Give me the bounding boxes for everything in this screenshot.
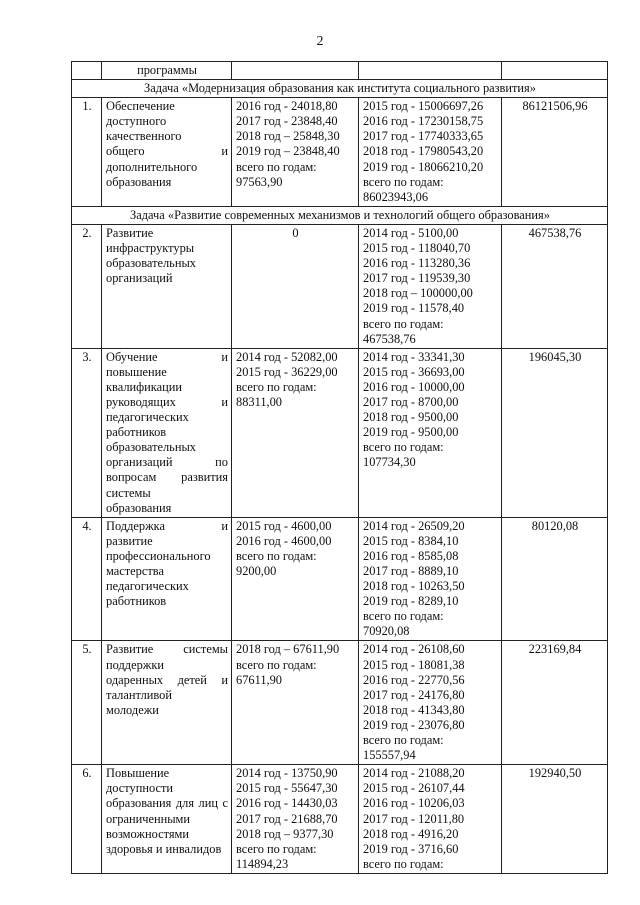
funding-cell-a xyxy=(232,517,359,641)
row-total: 223169,84 xyxy=(502,641,608,765)
activity-name-line: повышение xyxy=(106,364,167,379)
funding-line: 467538,76 xyxy=(363,331,416,346)
activity-name-line: качественного xyxy=(106,129,182,144)
activity-name xyxy=(102,517,232,641)
table-row xyxy=(72,348,608,517)
activity-name-line: развитие xyxy=(106,533,153,548)
funding-line: 2016 год - 10000,00 xyxy=(363,379,465,394)
activity-name-line: Повышение xyxy=(106,766,170,781)
activity-name-line: Развитие системы xyxy=(106,642,228,657)
row-number: 2. xyxy=(72,224,102,348)
funding-line: 2014 год - 13750,90 xyxy=(236,766,338,781)
activity-name-line: педагогических xyxy=(106,410,189,425)
activity-name-line: образования xyxy=(106,500,172,515)
funding-line: 88311,00 xyxy=(236,394,283,409)
row-number: 4. xyxy=(72,517,102,641)
funding-line: всего по годам: xyxy=(363,609,444,624)
funding-line: 2015 год - 8384,10 xyxy=(363,533,459,548)
funding-line: 2019 год - 11578,40 xyxy=(363,301,465,316)
funding-line: 2017 год - 8889,10 xyxy=(363,564,459,578)
row-number: 1. xyxy=(72,98,102,207)
activity-name-line: здоровья и инвалидов xyxy=(106,841,222,856)
funding-line: 2018 год – 67611,90 xyxy=(236,642,340,657)
funding-line: 2018 год – 100000,00 xyxy=(363,286,473,301)
funding-line: 2014 год - 21088,20 xyxy=(363,766,465,781)
funding-line: 97563,90 xyxy=(236,174,283,189)
table-row xyxy=(72,224,608,348)
funding-line: 70920,08 xyxy=(363,624,410,639)
task-row xyxy=(72,80,608,98)
funding-line: 2016 год - 24018,80 xyxy=(236,99,338,114)
funding-line: 2017 год - 21688,70 xyxy=(236,811,338,826)
row-number: 5. xyxy=(72,641,102,765)
activity-name-line: системы xyxy=(106,485,151,500)
funding-line: 2016 год - 10206,03 xyxy=(363,796,465,811)
funding-line: 2015 год - 118040,70 xyxy=(363,241,471,256)
activity-name-line: педагогических xyxy=(106,579,189,594)
funding-line: 2014 год - 26108,60 xyxy=(363,642,465,657)
funding-line: 2015 год - 4600,00 xyxy=(236,518,332,533)
funding-cell-a xyxy=(232,641,359,765)
row-total: 86121506,96 xyxy=(502,98,608,207)
funding-line: 2015 год - 55647,30 xyxy=(236,781,338,796)
activity-name-line: профессионального xyxy=(106,548,211,563)
funding-line: 114894,23 xyxy=(236,856,289,871)
funding-line: всего по годам: xyxy=(236,548,317,563)
task-title: Задача «Развитие современных механизмов и технологий общего образования» xyxy=(72,206,608,224)
funding-cell-b xyxy=(359,224,502,348)
funding-cell-b xyxy=(359,641,502,765)
activity-name-line: работников xyxy=(106,425,167,440)
funding-line: 2018 год - 4916,20 xyxy=(363,826,459,841)
funding-line: 155557,94 xyxy=(363,748,416,763)
table-row xyxy=(72,765,608,874)
activity-name xyxy=(102,641,232,765)
funding-line: 2019 год – 23848,40 xyxy=(236,144,340,159)
funding-line: 2015 год - 36693,00 xyxy=(363,364,465,379)
funding-cell-a xyxy=(232,224,359,348)
row-number: 3. xyxy=(72,348,102,517)
funding-line: 2019 год - 18066210,20 xyxy=(363,159,484,174)
funding-line: 86023943,06 xyxy=(363,189,429,204)
funding-cell-a xyxy=(232,348,359,517)
funding-line: 67611,90 xyxy=(236,672,283,687)
activity-name-line: работников xyxy=(106,594,167,609)
activity-name-line: инфраструктуры xyxy=(106,241,195,256)
funding-line: 2017 год - 8700,00 xyxy=(363,394,459,409)
row-total: 467538,76 xyxy=(502,224,608,348)
activity-name xyxy=(102,348,232,517)
activity-name-line: руководящих и xyxy=(106,394,228,409)
activity-name-line: образования для лиц с xyxy=(106,796,228,811)
row-total: 192940,50 xyxy=(502,765,608,874)
activity-name-line: ограниченными xyxy=(106,811,191,826)
funding-line: 2016 год - 14430,03 xyxy=(236,796,338,811)
activity-name-line: вопросам развития xyxy=(106,470,228,485)
funding-line: 2018 год – 9377,30 xyxy=(236,826,334,841)
funding-line: 2016 год - 113280,36 xyxy=(363,256,471,271)
funding-line: 2019 год - 9500,00 xyxy=(363,425,459,440)
activity-name-line: доступного xyxy=(106,114,167,129)
funding-line: 2015 год - 26107,44 xyxy=(363,781,465,796)
activity-name xyxy=(102,765,232,874)
funding-line: 2018 год – 25848,30 xyxy=(236,129,340,144)
funding-line: 107734,30 xyxy=(363,455,416,470)
funding-cell-b xyxy=(359,98,502,207)
task-title: Задача «Модернизация образования как института социального развития» xyxy=(72,80,608,98)
funding-cell-a xyxy=(232,98,359,207)
funding-line: 2016 год - 22770,56 xyxy=(363,672,465,687)
activity-name-line: образования xyxy=(106,174,172,189)
funding-line: 2015 год - 15006697,26 xyxy=(363,99,484,114)
row-total: 196045,30 xyxy=(502,348,608,517)
funding-line: всего по годам: xyxy=(236,841,317,856)
activity-name-line: Обеспечение xyxy=(106,99,175,114)
funding-line: 2019 год - 23076,80 xyxy=(363,717,465,732)
funding-line: 2018 год - 10263,50 xyxy=(363,579,465,594)
funding-cell-b xyxy=(359,517,502,641)
funding-line: 2015 год - 36229,00 xyxy=(236,364,338,379)
funding-line: 0 xyxy=(292,225,299,240)
table-row xyxy=(72,641,608,765)
table-header-row xyxy=(72,62,608,80)
funding-cell-b xyxy=(359,348,502,517)
funding-line: 2017 год - 119539,30 xyxy=(363,271,471,286)
page-number: 2 xyxy=(316,34,324,49)
funding-line: всего по годам: xyxy=(363,733,444,748)
funding-line: всего по годам: xyxy=(363,856,444,871)
activity-name-line: организаций по xyxy=(106,455,228,470)
funding-line: 2014 год - 26509,20 xyxy=(363,518,465,533)
activity-name-line: образовательных xyxy=(106,440,196,455)
funding-line: 2014 год - 5100,00 xyxy=(363,225,459,240)
activity-name-line: общего и xyxy=(106,144,228,159)
activity-name-line: мастерства xyxy=(106,564,164,578)
funding-line: 2018 год - 9500,00 xyxy=(363,410,459,425)
budget-table xyxy=(71,61,608,874)
funding-line: всего по годам: xyxy=(236,657,317,672)
activity-name-line: Обучение и xyxy=(106,349,228,364)
funding-line: 2014 год - 52082,00 xyxy=(236,349,338,364)
header-cell-name: программы xyxy=(102,62,232,80)
activity-name-line: одаренных детей и xyxy=(106,672,228,687)
funding-line: 2016 год - 17230158,75 xyxy=(363,114,484,129)
table-row xyxy=(72,98,608,207)
funding-line: 2014 год - 33341,30 xyxy=(363,349,465,364)
activity-name xyxy=(102,98,232,207)
activity-name-line: образовательных xyxy=(106,256,196,271)
row-total: 80120,08 xyxy=(502,517,608,641)
funding-line: 2017 год - 17740333,65 xyxy=(363,129,484,144)
activity-name-line: возможностями xyxy=(106,826,190,841)
funding-line: всего по годам: xyxy=(363,440,444,455)
task-row xyxy=(72,206,608,224)
activity-name-line: талантливой xyxy=(106,687,173,702)
funding-line: всего по годам: xyxy=(236,159,317,174)
activity-name-line: квалификации xyxy=(106,379,183,394)
activity-name-line: дополнительного xyxy=(106,159,198,174)
funding-line: 2016 год - 8585,08 xyxy=(363,548,459,563)
funding-cell-a xyxy=(232,765,359,874)
activity-name-line: Поддержка и xyxy=(106,518,228,533)
activity-name-line: молодежи xyxy=(106,702,159,717)
funding-cell-b xyxy=(359,765,502,874)
row-number: 6. xyxy=(72,765,102,874)
funding-line: 2018 год - 41343,80 xyxy=(363,702,465,717)
funding-line: 2019 год - 3716,60 xyxy=(363,841,459,856)
table-row xyxy=(72,517,608,641)
funding-line: 2018 год - 17980543,20 xyxy=(363,144,484,159)
activity-name-line: Развитие xyxy=(106,225,154,240)
funding-line: всего по годам: xyxy=(236,379,317,394)
funding-line: 2016 год - 4600,00 xyxy=(236,533,332,548)
activity-name-line: организаций xyxy=(106,271,173,286)
activity-name-line: поддержки xyxy=(106,657,164,672)
funding-line: 2019 год - 8289,10 xyxy=(363,594,459,609)
funding-line: всего по годам: xyxy=(363,316,444,331)
funding-line: 2017 год - 24176,80 xyxy=(363,687,465,702)
funding-line: всего по годам: xyxy=(363,174,444,189)
funding-line: 2015 год - 18081,38 xyxy=(363,657,465,672)
funding-line: 2017 год - 23848,40 xyxy=(236,114,338,129)
activity-name-line: доступности xyxy=(106,781,174,796)
activity-name xyxy=(102,224,232,348)
funding-line: 2017 год - 12011,80 xyxy=(363,811,465,826)
funding-line: 9200,00 xyxy=(236,564,277,578)
